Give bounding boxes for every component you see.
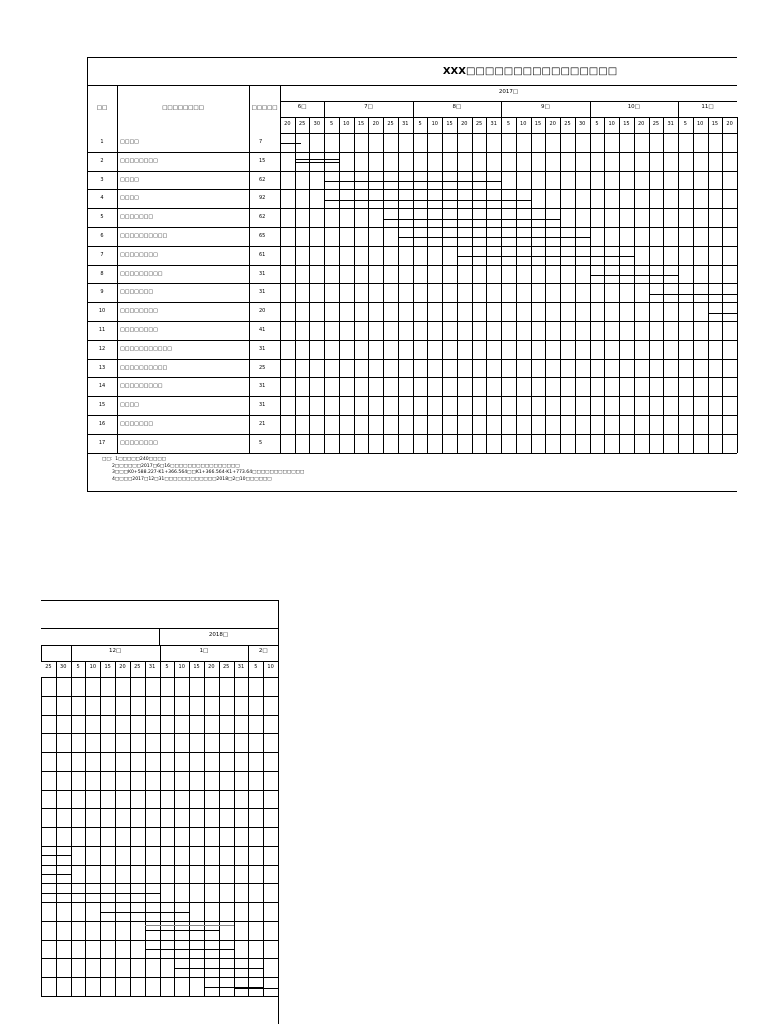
day-col-line (427, 117, 428, 453)
row-item-name: □□□□ (120, 195, 139, 202)
month-col-line (41, 645, 42, 661)
day-label: 25 (652, 121, 660, 127)
table-bottom-border (87, 491, 737, 492)
row-number: 1 (100, 139, 104, 145)
day-label: 15 (534, 121, 542, 127)
day-col-line (472, 117, 473, 453)
gantt-bar (324, 200, 531, 201)
row-duration: 7 (259, 139, 263, 145)
day-label: 5 (683, 121, 687, 127)
day-label: 20 (372, 121, 379, 127)
row-line (41, 996, 278, 997)
day-col-line (531, 117, 532, 453)
gantt-bar (174, 968, 263, 969)
gantt-bar (145, 949, 234, 950)
gantt-bar (590, 275, 678, 276)
day-col-line (575, 117, 576, 453)
row-number: 3 (100, 176, 104, 183)
day-col-line (204, 661, 205, 996)
row-line (87, 283, 737, 284)
row-line (87, 302, 737, 303)
day-col-line (368, 117, 369, 453)
day-label: 10 (696, 121, 704, 127)
day-label: 5 (418, 121, 422, 127)
gantt-bar (398, 237, 590, 238)
col-line (117, 85, 118, 453)
day-label: 10 (267, 664, 274, 670)
row-duration: 31 (259, 270, 266, 277)
day-col-line (115, 661, 116, 996)
gantt-bar (383, 219, 560, 220)
gantt-bar (145, 925, 234, 926)
row-line (87, 377, 737, 378)
day-label: 15 (711, 121, 719, 127)
day-col-line (516, 117, 517, 453)
row-line (87, 208, 737, 209)
gantt-bar (649, 294, 737, 295)
day-col-line (737, 117, 738, 453)
day-label: 25 (475, 121, 483, 127)
footnote-line: □□：1□□□□□240□□□□ (102, 457, 167, 462)
day-col-line (248, 661, 249, 996)
day-col-line (590, 117, 591, 453)
day-col-line (708, 117, 709, 453)
month-label: 8□ (452, 104, 462, 110)
day-col-line (85, 661, 86, 996)
page-title: XXX□□□□□□□□□□□□□□□□ (442, 66, 618, 77)
title-row-border (87, 85, 737, 86)
day-label: 15 (193, 664, 200, 670)
month-label: 9□ (540, 104, 550, 110)
table-top-border (87, 57, 737, 58)
day-label: 5 (329, 121, 334, 127)
row-line (87, 434, 737, 435)
row-item-name: □□□□ (120, 139, 139, 145)
footnote-line: 4□□□□2017□12□31□□□□□□□□□□□□2018□2□10□□□□□□ (112, 476, 272, 482)
row-duration: 31 (259, 289, 266, 296)
row-duration: 31 (259, 402, 266, 409)
row-number: 4 (100, 195, 104, 202)
day-col-line (263, 661, 264, 996)
footnote-line: 2□□□□□□2017□6□16□□□□□□□□□□□□□□□□ (112, 463, 240, 469)
day-label: 10 (520, 121, 527, 127)
col-header-item: □□□□□□□□ (162, 105, 204, 111)
day-col-line (189, 661, 190, 996)
row-duration: 31 (259, 383, 266, 390)
day-label: 5 (506, 121, 511, 127)
footnote-line: 3□□□K0+588.227-K1+366.564□□K1+366.564-K1+773.64□□□□□□□□□□□□ (112, 470, 305, 475)
day-col-line (339, 117, 340, 453)
row-duration: 62 (259, 176, 266, 183)
gantt-bar (234, 988, 278, 989)
row-item-name: □□□□□□□ (120, 289, 154, 296)
row-line (87, 396, 737, 397)
row-duration: 61 (259, 251, 266, 258)
row-line (87, 340, 737, 341)
day-col-line (619, 117, 620, 453)
year-row-border (280, 101, 737, 102)
month-label: 2□ (258, 648, 268, 654)
day-col-line (722, 117, 723, 453)
day-label: 30 (579, 121, 586, 127)
day-label: 20 (549, 121, 556, 127)
row-item-name: □□□□□□□□□□ (120, 233, 168, 239)
row-line (87, 415, 737, 416)
day-col-line (383, 117, 384, 453)
row-number: 7 (100, 251, 104, 258)
day-label: 20 (119, 664, 126, 670)
day-label: 15 (623, 121, 630, 127)
row-item-name: □□□□ (120, 402, 139, 409)
day-label: 5 (76, 664, 80, 670)
gantt-bar (41, 893, 160, 894)
row-number: 2 (100, 157, 104, 164)
row-duration: 65 (259, 233, 266, 239)
month-label: 7□ (364, 104, 373, 110)
day-label: 20 (637, 121, 645, 127)
day-col-line (100, 661, 101, 996)
day-label: 10 (343, 121, 350, 127)
day-col-line (560, 117, 561, 453)
sheet2-right-border (278, 600, 279, 1024)
row-number: 5 (100, 214, 104, 221)
gantt-bar (708, 313, 737, 314)
gantt-bar (41, 855, 71, 856)
day-col-line (545, 117, 546, 453)
row-duration: 20 (259, 308, 266, 315)
col-header-days: □□□□□ (251, 105, 278, 111)
row-number: 6 (100, 233, 104, 239)
row-item-name: □□□□□□□□□□ (120, 364, 168, 371)
day-label: 10 (431, 121, 438, 127)
day-label: 5 (165, 664, 169, 670)
day-col-line (354, 117, 355, 453)
day-col-line (413, 117, 414, 453)
row-number: 9 (100, 289, 104, 296)
gantt-bar (41, 874, 71, 875)
day-label: 20 (461, 121, 468, 127)
year-label-2017: 2017□ (498, 89, 519, 95)
row-number: 10 (98, 308, 106, 315)
day-col-line (71, 661, 72, 996)
col-line (249, 85, 250, 453)
day-label: 25 (45, 664, 52, 670)
row-item-name: □□□□□□□□ (120, 439, 158, 446)
day-col-line (442, 117, 443, 453)
day-label: 25 (564, 121, 571, 127)
day-col-line (160, 661, 161, 996)
sheet2-top-border (41, 600, 278, 601)
day-label: 10 (178, 664, 185, 670)
row-item-name: □□□□□□□ (120, 214, 154, 221)
row-line (87, 453, 737, 454)
day-label: 5 (595, 121, 599, 127)
row-number: 11 (98, 327, 106, 333)
month-label: 11□ (701, 104, 714, 110)
day-label: 31 (148, 664, 156, 670)
gantt-bar (457, 256, 634, 257)
row-duration: 92 (259, 195, 266, 202)
day-col-line (486, 117, 487, 453)
day-label: 25 (134, 664, 141, 670)
day-col-line (130, 661, 131, 996)
row-number: 15 (98, 402, 106, 409)
row-number: 16 (98, 421, 106, 427)
row-duration: 31 (259, 345, 266, 352)
row-item-name: □□□□□□□□□□□ (120, 345, 172, 352)
row-number: 13 (98, 364, 106, 371)
day-label: 31 (402, 121, 409, 127)
day-col-line (324, 117, 325, 453)
row-duration: 41 (259, 327, 266, 333)
day-col-line (663, 117, 664, 453)
day-label: 20 (208, 664, 215, 670)
row-line (87, 265, 737, 266)
year-label-2018: 2018□ (208, 632, 229, 638)
sheet2-left-border (41, 677, 42, 996)
month-label: 6□ (297, 104, 307, 110)
day-col-line (145, 661, 146, 996)
col-line (280, 85, 281, 453)
day-label: 10 (608, 121, 615, 127)
day-label: 15 (357, 121, 365, 127)
day-col-line (219, 661, 220, 996)
row-line (87, 321, 737, 322)
day-label: 31 (237, 664, 245, 670)
row-item-name: □□□□□□□□ (120, 308, 158, 315)
gantt-bar (324, 181, 501, 182)
row-number: 17 (98, 439, 106, 446)
row-duration: 62 (259, 214, 266, 221)
gantt-bar (100, 912, 189, 913)
row-item-name: □□□□□□□ (120, 421, 154, 427)
row-line (87, 189, 737, 190)
row-duration: 15 (259, 157, 266, 164)
day-label: 5 (254, 664, 258, 670)
row-line (87, 359, 737, 360)
day-label: 25 (387, 121, 394, 127)
month-label: 12□ (108, 648, 122, 654)
day-label: 31 (490, 121, 497, 127)
day-col-line (56, 661, 57, 996)
row-item-name: □□□□□□□□ (120, 251, 158, 258)
day-col-line (501, 117, 502, 453)
day-col-line (604, 117, 605, 453)
day-col-line (457, 117, 458, 453)
row-item-name: □□□□□□□□ (120, 327, 158, 333)
row-line (87, 152, 737, 153)
row-item-name: □□□□□□□□ (120, 157, 158, 164)
row-item-name: □□□□□□□□□ (120, 383, 163, 390)
day-col-line (649, 117, 650, 453)
day-row-border (280, 133, 737, 134)
day-label: 10 (89, 664, 97, 670)
gantt-bar (145, 930, 219, 931)
row-duration: 21 (259, 421, 266, 427)
row-number: 14 (98, 383, 106, 390)
col-header-no: □□ (96, 105, 108, 111)
day-col-line (634, 117, 635, 453)
day-col-line (234, 661, 235, 996)
day-col-line (174, 661, 175, 996)
row-line (87, 227, 737, 228)
day-col-line (678, 117, 679, 453)
day-label: 15 (446, 121, 453, 127)
month-label: 10□ (627, 104, 640, 110)
day-label: 31 (667, 121, 674, 127)
row-duration: 5 (259, 439, 263, 446)
day-label: 25 (222, 664, 230, 670)
row-line (87, 171, 737, 172)
row-line (87, 246, 737, 247)
row-item-name: □□□□ (120, 176, 139, 183)
day-col-line (295, 117, 296, 453)
day-label: 25 (298, 121, 306, 127)
day-label: 30 (60, 664, 67, 670)
day-col-line (309, 117, 310, 453)
month-label: 1□ (199, 648, 209, 654)
row-number: 12 (98, 345, 106, 352)
day-col-line (693, 117, 694, 453)
gantt-bar (295, 162, 339, 163)
day-label: 20 (726, 121, 733, 127)
month-row-border (280, 117, 737, 118)
day-label: 15 (104, 664, 111, 670)
row-duration: 25 (259, 364, 266, 371)
day-label: 20 (284, 121, 291, 127)
day-label: 30 (313, 121, 321, 127)
row-item-name: □□□□□□□□□ (120, 270, 163, 277)
gantt-bar (280, 143, 301, 144)
row-number: 8 (100, 270, 104, 277)
day-col-line (398, 117, 399, 453)
gantt-bar (295, 159, 339, 160)
